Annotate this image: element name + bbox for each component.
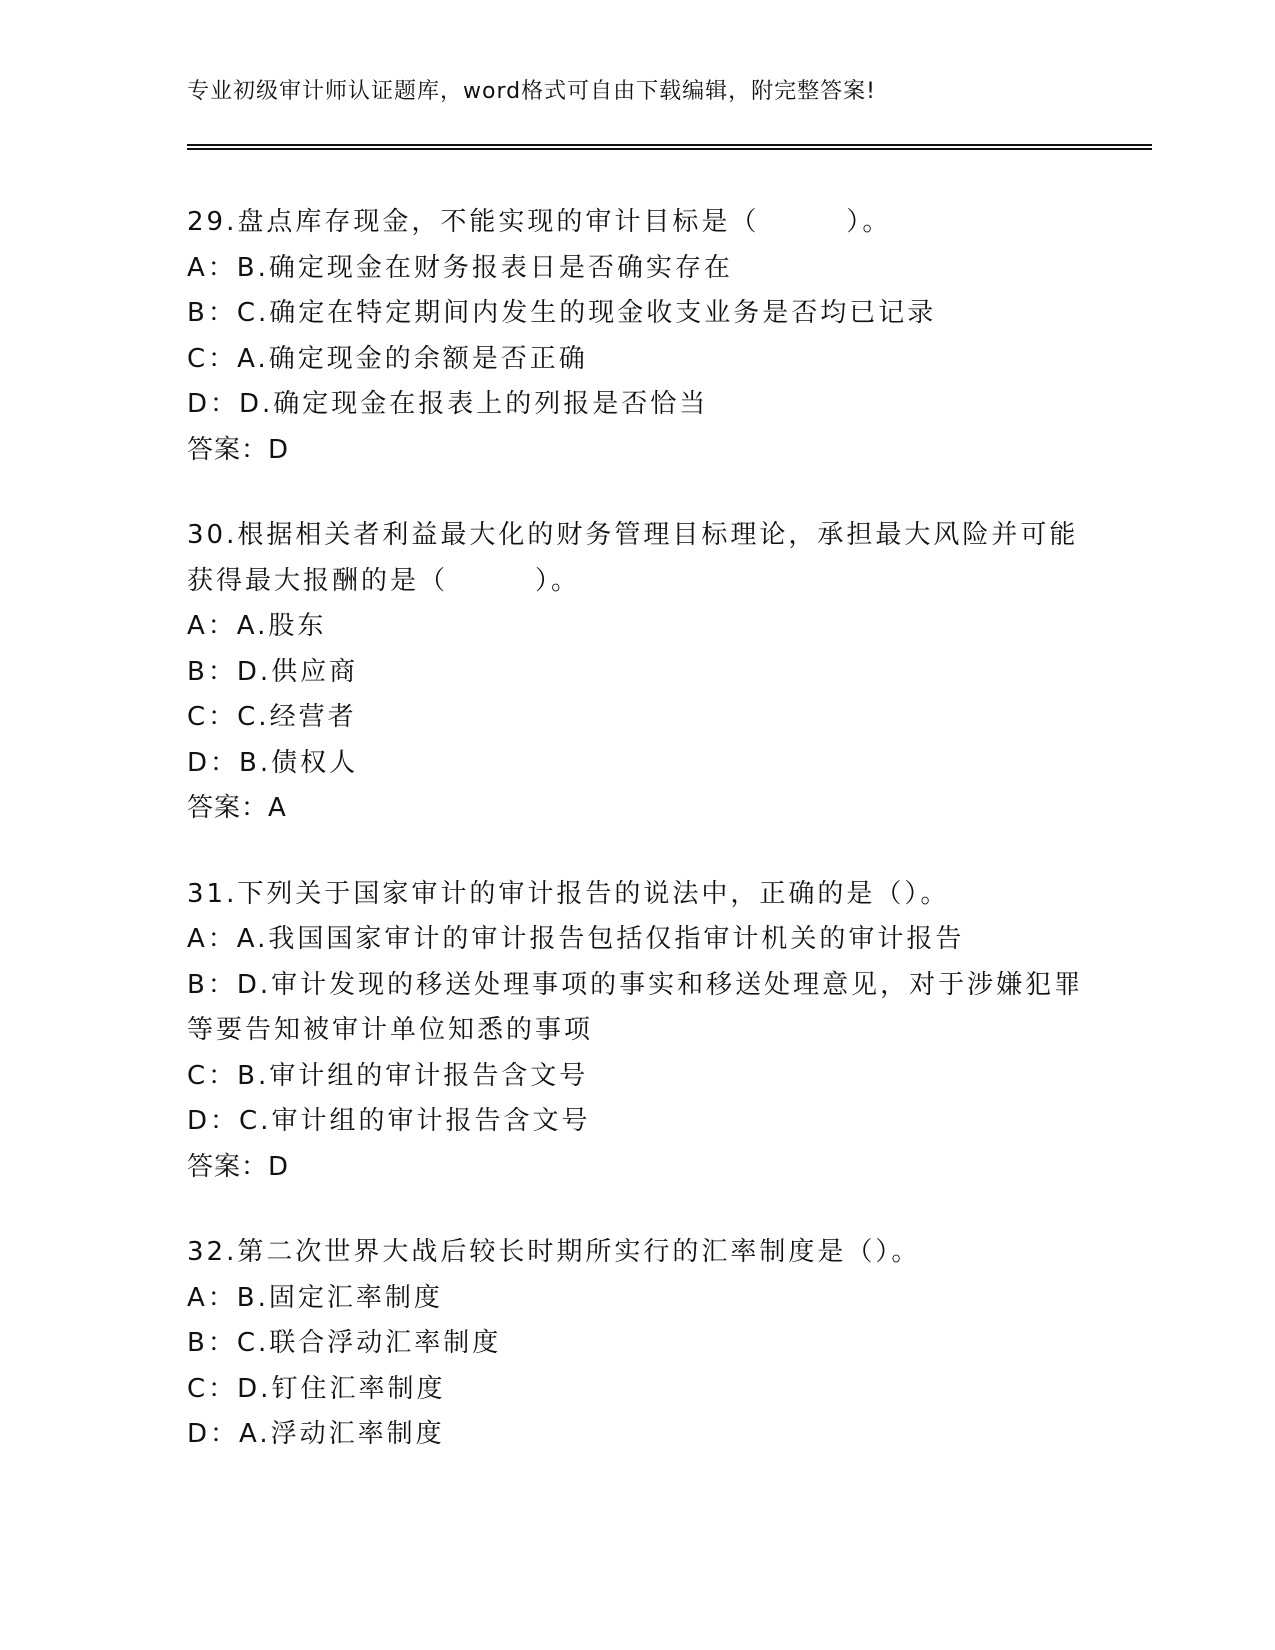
option-b: B：C.联合浮动汇率制度 <box>187 1328 502 1358</box>
option-b: B：D.审计发现的移送处理事项的事实和移送处理意见，对于涉嫌犯罪 <box>187 969 1084 1000</box>
question-list <box>187 200 1087 1498</box>
question-stem: 32.第二次世界大战后较长时期所实行的汇率制度是（）。 <box>187 1237 921 1267</box>
option-b: B：C.确定在特定期间内发生的现金收支业务是否均已记录 <box>187 298 937 328</box>
question-31 <box>187 872 1087 1191</box>
option-d: D：B.债权人 <box>187 747 359 778</box>
question-29 <box>187 200 1087 473</box>
page-header: 专业初级审计师认证题库，word格式可自由下载编辑，附完整答案! <box>187 79 876 104</box>
option-c: C：A.确定现金的余额是否正确 <box>187 343 588 374</box>
option-a: A：A.我国国家审计的审计报告包括仅指审计机关的审计报告 <box>187 924 965 954</box>
question-stem-continued: 获得最大报酬的是（ ）。 <box>187 565 581 596</box>
question-stem: 29.盘点库存现金，不能实现的审计目标是（ ）。 <box>187 207 892 237</box>
option-b: B：D.供应商 <box>187 656 359 687</box>
question-stem: 31.下列关于国家审计的审计报告的说法中，正确的是（）。 <box>187 878 950 909</box>
question-30 <box>187 513 1087 832</box>
option-a: A：A.股东 <box>187 611 327 641</box>
answer: 答案：A <box>187 793 287 823</box>
option-c: C：C.经营者 <box>187 702 357 732</box>
option-d: D：C.审计组的审计报告含文号 <box>187 1106 591 1136</box>
option-c: C：B.审计组的审计报告含文号 <box>187 1060 589 1091</box>
answer: 答案：D <box>187 1151 290 1182</box>
option-a: A：B.固定汇率制度 <box>187 1282 443 1313</box>
question-32 <box>187 1230 1087 1458</box>
option-b-continued: 等要告知被审计单位知悉的事项 <box>187 1015 594 1045</box>
option-d: D：A.浮动汇率制度 <box>187 1419 445 1449</box>
option-d: D：D.确定现金在报表上的列报是否恰当 <box>187 389 709 419</box>
header-double-rule <box>187 144 1152 150</box>
answer: 答案：D <box>187 434 290 465</box>
option-a: A：B.确定现金在财务报表日是否确实存在 <box>187 252 733 283</box>
question-stem: 30.根据相关者利益最大化的财务管理目标理论，承担最大风险并可能 <box>187 520 1079 550</box>
option-c: C：D.钉住汇率制度 <box>187 1373 446 1404</box>
